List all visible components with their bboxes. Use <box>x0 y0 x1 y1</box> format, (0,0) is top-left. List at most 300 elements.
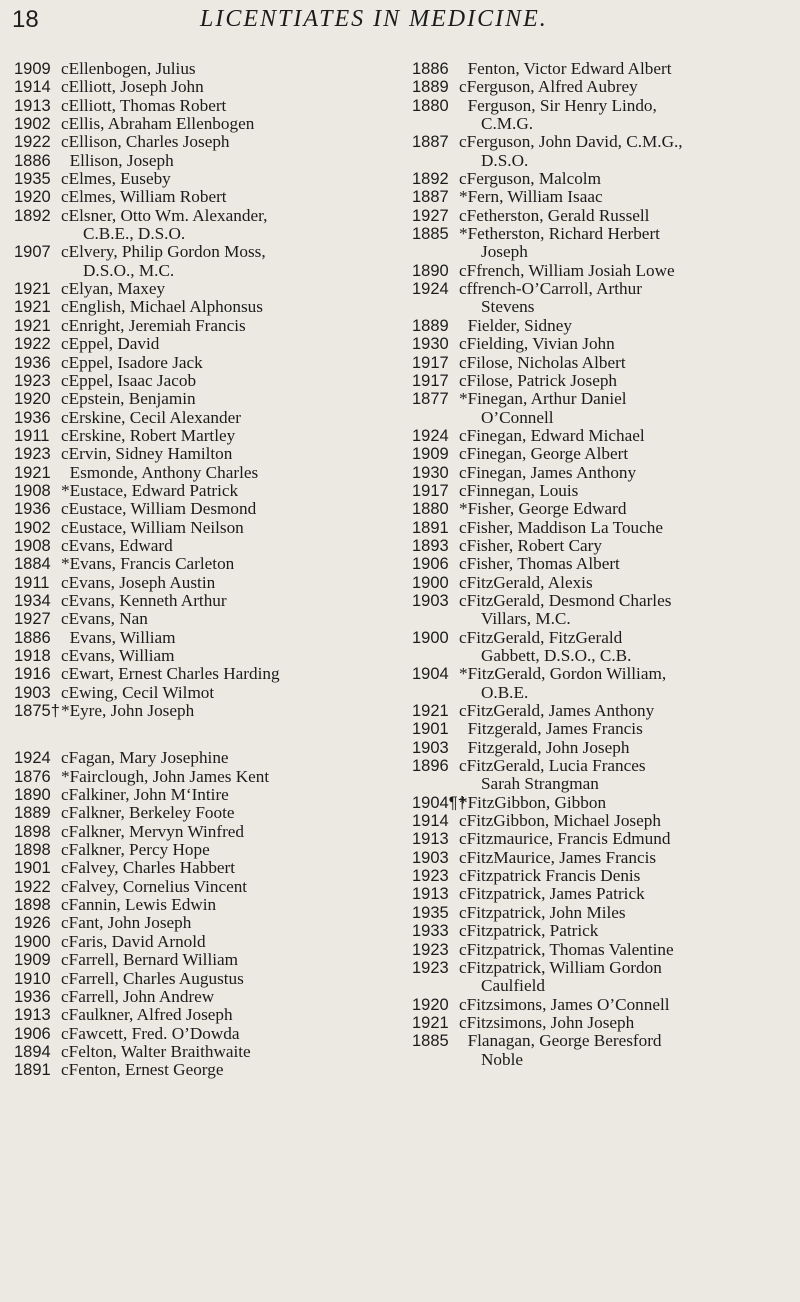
list-item <box>14 684 394 702</box>
entry-year: 1886 <box>412 60 449 78</box>
entry-year: 1911 <box>14 573 50 592</box>
list-item <box>14 152 394 170</box>
entry-year: 1918 <box>14 647 51 665</box>
entry-name: *Fisher, George Edward <box>459 499 627 519</box>
entry-name: cEvans, William <box>61 646 175 665</box>
entry-year: 1885 <box>412 225 449 244</box>
list-item <box>14 500 394 518</box>
entry-name: Esmonde, Anthony Charles <box>61 462 259 482</box>
entry-name: cErvin, Sidney Hamilton <box>61 444 233 464</box>
entry-name: cEustace, William Desmond <box>61 499 257 519</box>
list-item <box>14 555 394 573</box>
entry-name: cErskine, Cecil Alexander <box>61 407 241 427</box>
list-item <box>14 878 394 896</box>
entry-name: cFitzpatrick, Thomas Valentine <box>459 939 674 959</box>
list-item <box>14 427 394 445</box>
list-item <box>412 170 792 188</box>
list-item <box>412 885 792 903</box>
entry-name: cFinegan, James Anthony <box>459 462 637 482</box>
entry-name: cEppel, Isadore Jack <box>61 352 203 372</box>
list-item <box>14 537 394 555</box>
list-item <box>14 243 394 261</box>
entry-name: cElsner, Otto Wm. Alexander, <box>61 205 268 225</box>
entry-year: 1880 <box>412 500 449 519</box>
list-item-continuation <box>14 225 394 243</box>
list-item <box>14 823 394 841</box>
entry-name: cElyan, Maxey <box>61 279 166 299</box>
entry-year: 1923 <box>412 867 449 886</box>
entry-name: cFitzpatrick, Patrick <box>459 921 599 941</box>
list-item <box>14 170 394 188</box>
entry-name: cFisher, Thomas Albert <box>459 554 620 574</box>
list-item <box>14 390 394 408</box>
list-item <box>412 372 792 390</box>
list-item <box>412 445 792 463</box>
entry-year: 1889 <box>412 316 449 335</box>
list-item <box>412 574 792 592</box>
entry-year: 1917 <box>412 371 449 390</box>
entry-name-continuation: O’Connell <box>481 407 554 427</box>
entry-year: 1917 <box>412 481 449 500</box>
entry-name: cEppel, Isaac Jacob <box>61 370 197 390</box>
entry-name: cFannin, Lewis Edwin <box>61 895 217 915</box>
list-item-continuation <box>412 409 792 427</box>
entry-name: cFilose, Patrick Joseph <box>459 370 618 390</box>
entry-name: cFerguson, Alfred Aubrey <box>459 77 638 97</box>
entry-year: 1906 <box>14 1024 51 1043</box>
list-item <box>14 280 394 298</box>
entry-year: 1900 <box>412 573 449 592</box>
entry-year: 1904¶† <box>412 793 467 812</box>
list-item <box>14 317 394 335</box>
entry-name: cFitzpatrick Francis Denis <box>459 866 641 886</box>
list-item-continuation <box>412 610 792 628</box>
entry-year: 1923 <box>14 371 51 390</box>
entry-name: Fitzgerald, James Francis <box>459 719 643 739</box>
entry-year: 1901 <box>412 720 449 739</box>
entry-year: 1908 <box>14 481 51 500</box>
entry-name: cEustace, William Neilson <box>61 517 244 537</box>
entry-name: cFinegan, George Albert <box>459 444 629 464</box>
entry-year: 1930 <box>412 335 449 354</box>
list-item-continuation <box>412 243 792 261</box>
list-item <box>14 115 394 133</box>
entry-year: 1889 <box>412 78 449 97</box>
list-item <box>412 629 792 647</box>
list-item <box>14 859 394 877</box>
entry-year: 1909 <box>14 60 51 78</box>
entry-name: *Fetherston, Richard Herbert <box>459 224 660 244</box>
list-item-continuation <box>412 977 792 995</box>
entry-name-continuation: C.B.E., D.S.O. <box>83 224 186 244</box>
entry-name-continuation: Noble <box>481 1049 524 1069</box>
list-item <box>412 78 792 96</box>
entry-name: *Fairclough, John James Kent <box>61 766 270 786</box>
entry-name: Fielder, Sidney <box>459 315 572 335</box>
list-item <box>412 97 792 115</box>
entry-year: 1910 <box>14 969 51 988</box>
entry-year: 1898 <box>14 896 51 915</box>
list-item-continuation <box>412 1051 792 1069</box>
entry-name: cEnglish, Michael Alphonsus <box>61 297 263 317</box>
entry-name: cErskine, Robert Martley <box>61 425 236 445</box>
list-item <box>14 665 394 683</box>
entry-year: 1889 <box>14 804 51 823</box>
entry-name: cFinegan, Edward Michael <box>459 425 645 445</box>
entry-name: cFarrell, John Andrew <box>61 986 215 1006</box>
entry-year: 1922 <box>14 335 51 354</box>
entry-name: cFitzGerald, FitzGerald <box>459 627 623 647</box>
list-item <box>14 896 394 914</box>
entry-name: cFaris, David Arnold <box>61 931 206 951</box>
entry-year: 1887 <box>412 188 449 207</box>
list-item <box>412 720 792 738</box>
left-column <box>14 60 394 1080</box>
entry-name: Flanagan, George Beresford <box>459 1031 662 1051</box>
list-item <box>412 280 792 298</box>
entry-year: 1930 <box>412 463 449 482</box>
entry-name: cElliott, Joseph John <box>61 77 204 97</box>
list-item <box>14 372 394 390</box>
list-item <box>14 933 394 951</box>
entry-name: cEvans, Edward <box>61 535 173 555</box>
entry-year: 1921 <box>412 702 449 721</box>
entry-year: 1891 <box>14 1061 51 1080</box>
list-item <box>412 867 792 885</box>
entry-name-continuation: Joseph <box>481 242 528 262</box>
entry-name: cFitzpatrick, John Miles <box>459 902 626 922</box>
list-item <box>14 78 394 96</box>
list-item <box>412 555 792 573</box>
entry-year: 1902 <box>14 115 51 134</box>
list-item <box>14 1043 394 1061</box>
entry-year: 1921 <box>14 463 51 482</box>
entry-name-continuation: Sarah Strangman <box>481 774 599 794</box>
entry-name: cEllenbogen, Julius <box>61 59 196 78</box>
entry-name: cEpstein, Benjamin <box>61 389 196 409</box>
entry-name: cEnright, Jeremiah Francis <box>61 315 246 335</box>
entry-name: cEppel, David <box>61 334 160 354</box>
entry-year: 1909 <box>14 951 51 970</box>
entry-name: *Eustace, Edward Patrick <box>61 480 239 500</box>
entry-year: 1904 <box>412 665 449 684</box>
entry-name-continuation: O.B.E. <box>481 682 529 702</box>
list-item <box>412 830 792 848</box>
entry-year: 1908 <box>14 536 51 555</box>
list-item <box>14 1025 394 1043</box>
entry-year: 1920 <box>412 995 449 1014</box>
entry-name: cFenton, Ernest George <box>61 1060 224 1080</box>
entry-name: cFagan, Mary Josephine <box>61 748 229 768</box>
entry-year: 1920 <box>14 188 51 207</box>
list-item <box>14 786 394 804</box>
list-item <box>14 188 394 206</box>
entry-year: 1936 <box>14 408 51 427</box>
entry-name: cFitzGibbon, Michael Joseph <box>459 811 661 831</box>
entry-year: 1886 <box>14 151 51 170</box>
entry-name: cFarrell, Charles Augustus <box>61 968 244 988</box>
entry-name: cFitzGerald, Desmond Charles <box>459 590 672 610</box>
entry-name: cFitzMaurice, James Francis <box>459 847 657 867</box>
entry-year: 1913 <box>412 885 449 904</box>
entry-name: Fenton, Victor Edward Albert <box>459 59 672 78</box>
list-item <box>14 1061 394 1079</box>
entry-name: *Evans, Francis Carleton <box>61 554 235 574</box>
entry-year: 1885 <box>412 1032 449 1051</box>
entry-year: 1921 <box>14 298 51 317</box>
entry-year: 1894 <box>14 1042 51 1061</box>
entry-year: 1903 <box>14 683 51 702</box>
entry-year: 1923 <box>412 940 449 959</box>
entry-name: *Finegan, Arthur Daniel <box>459 389 627 409</box>
right-column <box>412 60 792 1069</box>
list-item <box>14 768 394 786</box>
entry-year: 1935 <box>412 903 449 922</box>
list-item <box>412 702 792 720</box>
list-item <box>412 537 792 555</box>
list-item <box>14 629 394 647</box>
entry-year: 1875† <box>14 702 60 721</box>
entry-name: *FitzGibbon, Gibbon <box>459 792 607 812</box>
list-item <box>412 959 792 977</box>
entry-year: 1903 <box>412 848 449 867</box>
entry-year: 1892 <box>14 206 51 225</box>
entry-name: cFarrell, Bernard William <box>61 950 239 970</box>
entry-year: 1909 <box>412 445 449 464</box>
entry-name: cFitzsimons, John Joseph <box>459 1012 635 1032</box>
list-item <box>412 849 792 867</box>
entry-name: cEllison, Charles Joseph <box>61 132 230 152</box>
entry-year: 1890 <box>412 261 449 280</box>
entry-name-continuation: Caulfield <box>481 976 545 996</box>
entry-name: cElvery, Philip Gordon Moss, <box>61 242 266 262</box>
entry-name: cffrench-O’Carroll, Arthur <box>459 279 642 299</box>
entry-name: cFelton, Walter Braithwaite <box>61 1041 251 1061</box>
entry-name: cElliott, Thomas Robert <box>61 95 227 115</box>
list-item <box>14 207 394 225</box>
list-item <box>412 427 792 445</box>
entry-year: 1913 <box>412 830 449 849</box>
entry-name: *FitzGerald, Gordon William, <box>459 664 667 684</box>
entry-name: Ferguson, Sir Henry Lindo, <box>459 95 657 115</box>
list-item <box>14 804 394 822</box>
list-item <box>412 1014 792 1032</box>
entry-year: 1926 <box>14 914 51 933</box>
list-item <box>14 610 394 628</box>
entry-name: cFalkner, Berkeley Foote <box>61 803 235 823</box>
entry-name: Ellison, Joseph <box>61 150 174 170</box>
entry-name: cEwart, Ernest Charles Harding <box>61 664 280 684</box>
list-item <box>412 519 792 537</box>
entry-name: cFerguson, Malcolm <box>459 169 601 189</box>
entry-year: 1922 <box>14 877 51 896</box>
list-item <box>14 445 394 463</box>
entry-year: 1907 <box>14 243 51 262</box>
entry-year: 1914 <box>14 78 51 97</box>
entry-name: cFalkner, Mervyn Winfred <box>61 821 245 841</box>
entry-name: cEwing, Cecil Wilmot <box>61 682 215 702</box>
entry-year: 1927 <box>14 610 51 629</box>
entry-name-continuation: D.S.O. <box>481 150 529 170</box>
list-item <box>412 354 792 372</box>
entry-name: cFielding, Vivian John <box>459 334 615 354</box>
list-item <box>412 794 792 812</box>
entry-name: cEvans, Kenneth Arthur <box>61 590 227 610</box>
entry-year: 1902 <box>14 518 51 537</box>
list-item <box>412 464 792 482</box>
entry-year: 1886 <box>14 628 51 647</box>
entry-year: 1921 <box>412 1013 449 1032</box>
list-item-continuation <box>412 115 792 133</box>
entry-year: 1884 <box>14 555 51 574</box>
list-item <box>14 914 394 932</box>
entry-name: cFinnegan, Louis <box>459 480 579 500</box>
list-item <box>14 519 394 537</box>
entry-year: 1922 <box>14 133 51 152</box>
entry-year: 1898 <box>14 841 51 860</box>
list-item <box>412 1032 792 1050</box>
entry-name: cEvans, Nan <box>61 609 148 629</box>
entry-name: *Eyre, John Joseph <box>61 701 195 721</box>
list-item <box>412 665 792 683</box>
list-item <box>14 970 394 988</box>
list-item <box>14 97 394 115</box>
entry-year: 1891 <box>412 518 449 537</box>
list-item <box>14 647 394 665</box>
entry-name-continuation: C.M.G. <box>481 114 534 134</box>
list-item <box>412 207 792 225</box>
entry-year: 1917 <box>412 353 449 372</box>
list-item <box>412 941 792 959</box>
entry-year: 1936 <box>14 353 51 372</box>
list-item <box>14 841 394 859</box>
entry-name: cFalkner, Percy Hope <box>61 840 210 860</box>
entry-year: 1893 <box>412 536 449 555</box>
entry-year: 1898 <box>14 822 51 841</box>
entry-name: cFaulkner, Alfred Joseph <box>61 1005 233 1025</box>
entry-year: 1924 <box>412 280 449 299</box>
page-number: 18 <box>12 6 39 33</box>
entry-name: cFetherston, Gerald Russell <box>459 205 650 225</box>
entry-year: 1901 <box>14 859 51 878</box>
entry-name: cFerguson, John David, C.M.G., <box>459 132 683 152</box>
list-item <box>412 133 792 151</box>
list-item <box>412 996 792 1014</box>
entry-name: cFitzmaurice, Francis Edmund <box>459 829 671 849</box>
entry-year: 1936 <box>14 500 51 519</box>
list-item <box>412 335 792 353</box>
entry-year: 1880 <box>412 96 449 115</box>
entry-name: cFitzGerald, Alexis <box>459 572 593 592</box>
list-item <box>412 60 792 78</box>
list-item <box>14 988 394 1006</box>
entry-name: cFisher, Maddison La Touche <box>459 517 663 537</box>
list-item <box>14 951 394 969</box>
list-item <box>14 60 394 78</box>
entry-name: *Fern, William Isaac <box>459 187 603 207</box>
entry-name: cElmes, William Robert <box>61 187 227 207</box>
list-item <box>14 298 394 316</box>
list-item <box>412 812 792 830</box>
entry-name: cFfrench, William Josiah Lowe <box>459 260 675 280</box>
list-item-continuation <box>412 684 792 702</box>
list-item <box>412 500 792 518</box>
list-item-continuation <box>412 775 792 793</box>
entry-year: 1924 <box>14 749 51 768</box>
entry-year: 1921 <box>14 316 51 335</box>
entry-name: cEvans, Joseph Austin <box>61 572 216 592</box>
entry-name: cEllis, Abraham Ellenbogen <box>61 114 255 134</box>
list-item <box>412 482 792 500</box>
list-item <box>14 482 394 500</box>
entry-year: 1900 <box>412 628 449 647</box>
entry-year: 1935 <box>14 170 51 189</box>
list-item-continuation <box>14 262 394 280</box>
entry-name: cElmes, Euseby <box>61 169 171 189</box>
entry-year: 1911 <box>14 426 50 445</box>
list-item <box>412 225 792 243</box>
list-item-continuation <box>412 298 792 316</box>
entry-name-continuation: Villars, M.C. <box>481 609 571 629</box>
entry-year: 1921 <box>14 280 51 299</box>
list-item <box>14 702 394 720</box>
entry-name: Fitzgerald, John Joseph <box>459 737 630 757</box>
entry-year: 1887 <box>412 133 449 152</box>
entry-name: cFisher, Robert Cary <box>459 535 602 555</box>
entry-year: 1892 <box>412 170 449 189</box>
list-item <box>14 1006 394 1024</box>
list-item <box>14 592 394 610</box>
entry-name-continuation: Gabbett, D.S.O., C.B. <box>481 646 632 665</box>
entry-year: 1913 <box>14 1006 51 1025</box>
list-item <box>412 592 792 610</box>
entry-year: 1916 <box>14 665 51 684</box>
entry-name: cFant, John Joseph <box>61 913 192 933</box>
entry-name-continuation: D.S.O., M.C. <box>83 260 175 280</box>
page-title: LICENTIATES IN MEDICINE. <box>200 6 548 32</box>
entry-year: 1920 <box>14 390 51 409</box>
list-item <box>14 354 394 372</box>
entry-year: 1936 <box>14 987 51 1006</box>
list-item <box>412 390 792 408</box>
list-item <box>412 757 792 775</box>
entry-name: cFitzpatrick, James Patrick <box>459 884 645 904</box>
entry-name: cFalvey, Charles Habbert <box>61 858 236 878</box>
entry-name: cFitzGerald, Lucia Frances <box>459 756 646 776</box>
entry-name: Evans, William <box>61 627 176 647</box>
list-item <box>14 409 394 427</box>
entry-year: 1896 <box>412 757 449 776</box>
entry-year: 1934 <box>14 591 51 610</box>
list-item <box>14 335 394 353</box>
list-item <box>412 904 792 922</box>
list-item <box>14 133 394 151</box>
entry-year: 1903 <box>412 738 449 757</box>
entry-year: 1906 <box>412 555 449 574</box>
entry-year: 1923 <box>14 445 51 464</box>
entry-year: 1903 <box>412 591 449 610</box>
entry-year: 1927 <box>412 206 449 225</box>
entry-year: 1877 <box>412 390 449 409</box>
list-item <box>412 317 792 335</box>
list-item <box>412 739 792 757</box>
list-item-continuation <box>412 152 792 170</box>
entry-year: 1876 <box>14 767 51 786</box>
entry-year: 1923 <box>412 958 449 977</box>
entry-name: cFitzsimons, James O’Connell <box>459 994 670 1014</box>
list-item <box>14 464 394 482</box>
list-item-continuation <box>412 647 792 665</box>
